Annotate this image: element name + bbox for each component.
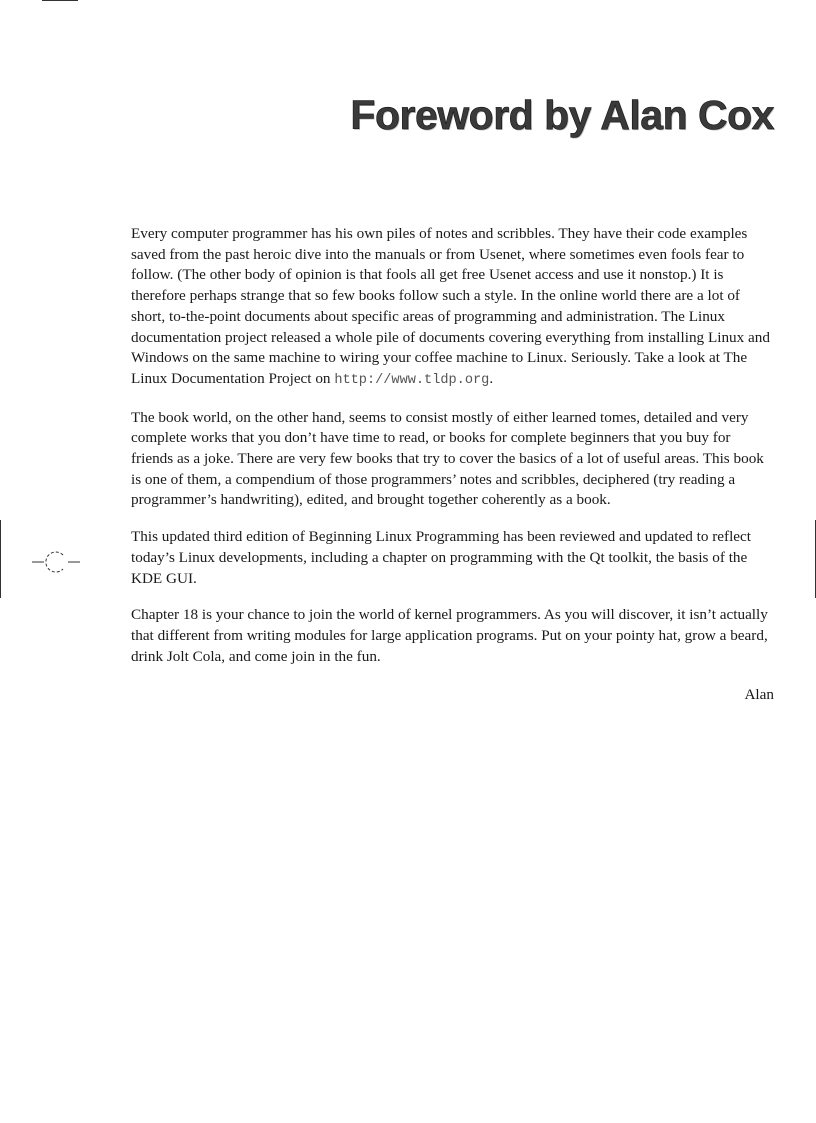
foreword-body (131, 224, 776, 683)
paragraph-1-text: Every computer programmer has his own piles of notes and scribbles. They have their code examples saved from the past heroic dive into the manuals or from Usenet, where sometimes even fools fear to follow. (The other body of opinion is that fools all get free Usenet access and use it nonstop.) It is therefore perhaps strange that so few books follow such a style. In the online world there are a lot of short, to-the-point documents about specific areas of programming and administration. The Linux documentation project released a whole pile of documents covering everything from installing Linux and Windows on the same machine to wiring your coffee machine to Linux. Seriously. Take a look at The Linux Documentation Project on (131, 225, 770, 387)
tldp-url-link[interactable]: http://www.tldp.org (334, 372, 490, 388)
paragraph-1 (131, 224, 776, 392)
registration-mark-icon (32, 548, 80, 576)
crop-mark-top (42, 0, 78, 1)
signature: Alan (744, 686, 774, 703)
paragraph-3: This updated third edition of Beginning Linux Programming has been reviewed and updated to reflect today’s Linux developments, including a chapter on programming with the Qt toolkit, the basis of the KDE GUI. (131, 528, 751, 587)
paragraph-1-tail: . (489, 369, 494, 387)
page-title: Foreword by Alan Cox (350, 92, 774, 138)
paragraph-4: Chapter 18 is your chance to join the world of kernel programmers. As you will discover, it isn’t actually that different from writing modules for large application programs. Put on your pointy hat, grow a beard, drink Jolt Cola, and come join in the fun. (131, 606, 768, 665)
edge-line-left (0, 520, 1, 598)
paragraph-2: The book world, on the other hand, seems to consist mostly of either learned tomes, detailed and very complete works that you don’t have time to read, or books for complete beginners that you buy for friends as a joke. There are very few books that try to cover the basics of a lot of useful areas. This book is one of them, a compendium of those programmers’ notes and scribbles, deciphered (try reading a programmer’s handwriting), edited, and brought together coherently as a book. (131, 408, 764, 509)
